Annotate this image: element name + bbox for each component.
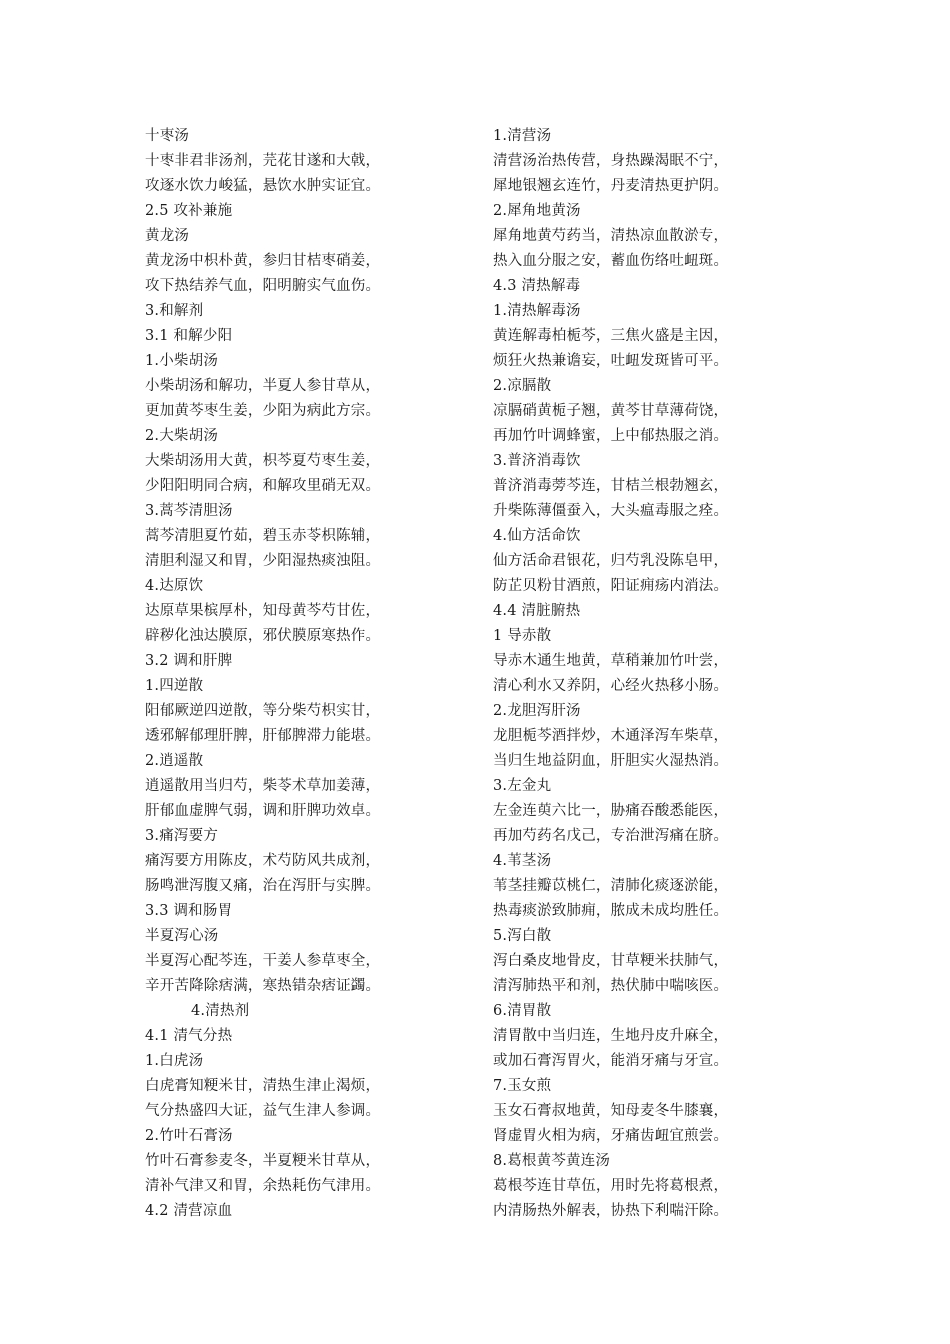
text-line: 清泻肺热平和剂，热伏肺中喘咳医。 (493, 978, 729, 994)
text-line: 肝郁血虚脾气弱，调和肝脾功效卓。 (145, 803, 381, 819)
text-line: 热入血分服之安，蓄血伤络吐衄斑。 (493, 253, 729, 269)
left-column (145, 124, 415, 1224)
text-line: 3.和解剂 (145, 303, 204, 319)
text-line: 4.苇茎汤 (493, 853, 552, 869)
text-line: 1.四逆散 (145, 678, 204, 694)
text-line: 清营汤治热传营，身热躁渴眠不宁， (493, 153, 729, 169)
text-line: 少阳阳明同合病，和解攻里硝无双。 (145, 478, 381, 494)
text-line: 2.龙胆泻肝汤 (493, 703, 581, 719)
text-line: 3.普济消毒饮 (493, 453, 581, 469)
text-line: 玉女石膏叔地黄，知母麦冬牛膝襄， (493, 1103, 729, 1119)
text-line: 烦狂火热兼谵妄，吐衄发斑皆可平。 (493, 353, 729, 369)
text-line: 凉膈硝黄栀子翘，黄芩甘草薄荷饶， (493, 403, 729, 419)
text-line: 1.白虎汤 (145, 1053, 204, 1069)
text-line: 肾虚胃火相为病，牙痛齿衄宜煎尝。 (493, 1128, 729, 1144)
text-line: 清补气津又和胃，余热耗伤气津用。 (145, 1178, 381, 1194)
text-line: 3.2 调和肝脾 (145, 653, 233, 669)
text-line: 3.3 调和肠胃 (145, 903, 233, 919)
text-line: 十枣非君非汤剂，芫花甘遂和大戟， (145, 153, 381, 169)
text-line: 内清肠热外解表，协热下利喘汗除。 (493, 1203, 729, 1219)
text-line: 2.5 攻补兼施 (145, 203, 233, 219)
text-line: 逍遥散用当归芍，柴苓术草加姜薄， (145, 778, 381, 794)
text-line: 攻下热结养气血，阳明腑实气血伤。 (145, 278, 381, 294)
text-line: 3.痛泻要方 (145, 828, 219, 844)
text-line: 黄连解毒柏栀芩，三焦火盛是主因， (493, 328, 729, 344)
text-line: 4.仙方活命饮 (493, 528, 581, 544)
text-line: 4.1 清气分热 (145, 1028, 233, 1044)
text-line: 3.蒿芩清胆汤 (145, 503, 233, 519)
text-line: 十枣汤 (145, 128, 190, 144)
text-line: 泻白桑皮地骨皮，甘草粳米扶肺气， (493, 953, 729, 969)
text-line: 升柴陈薄僵蚕入，大头瘟毒服之痊。 (493, 503, 729, 519)
text-line: 气分热盛四大证，益气生津人参调。 (145, 1103, 381, 1119)
text-line: 2.凉膈散 (493, 378, 552, 394)
text-line: 更加黄芩枣生姜，少阳为病此方宗。 (145, 403, 381, 419)
text-line: 1.清营汤 (493, 128, 552, 144)
text-line: 导赤木通生地黄，草稍兼加竹叶尝， (493, 653, 729, 669)
text-line: 小柴胡汤和解功，半夏人参甘草从， (145, 378, 381, 394)
text-line: 4.达原饮 (145, 578, 204, 594)
text-line: 左金连萸六比一，胁痛吞酸悉能医， (493, 803, 729, 819)
text-line: 2.犀角地黄汤 (493, 203, 581, 219)
text-line: 龙胆栀芩酒拌炒，木通泽泻车柴草， (493, 728, 729, 744)
text-line: 3.左金丸 (493, 778, 552, 794)
text-line: 清心利水又养阴，心经火热移小肠。 (493, 678, 729, 694)
text-line: 葛根芩连甘草伍，用时先将葛根煮， (493, 1178, 729, 1194)
text-line: 透邪解郁理肝脾，肝郁脾滞力能堪。 (145, 728, 381, 744)
text-line: 黄龙汤 (145, 228, 190, 244)
text-line: 5.泻白散 (493, 928, 552, 944)
text-line: 8.葛根黄芩黄连汤 (493, 1153, 611, 1169)
text-line: 半夏泻心汤 (145, 928, 219, 944)
text-line: 普济消毒蒡芩连，甘桔兰根勃翘玄， (493, 478, 729, 494)
text-line: 7.玉女煎 (493, 1078, 552, 1094)
text-line: 犀角地黄芍药当，清热凉血散淤专， (493, 228, 729, 244)
text-line: 1 导赤散 (493, 628, 552, 644)
text-line: 黄龙汤中枳朴黄，参归甘桔枣硝姜， (145, 253, 381, 269)
text-line: 4.3 清热解毒 (493, 278, 581, 294)
text-line: 2.大柴胡汤 (145, 428, 219, 444)
text-line: 1.清热解毒汤 (493, 303, 581, 319)
text-line: 1.小柴胡汤 (145, 353, 219, 369)
text-line: 再加芍药名戊己，专治泄泻痛在脐。 (493, 828, 729, 844)
text-line: 白虎膏知粳米甘，清热生津止渴烦， (145, 1078, 381, 1094)
text-line: 4.清热剂 (191, 1003, 250, 1019)
text-line: 当归生地益阴血，肝胆实火湿热消。 (493, 753, 729, 769)
text-line: 防芷贝粉甘酒煎，阳证痈疡内消法。 (493, 578, 729, 594)
text-line: 6.清胃散 (493, 1003, 552, 1019)
text-line: 辟秽化浊达膜原，邪伏膜原寒热作。 (145, 628, 381, 644)
text-line: 辛开苦降除痞满，寒热错杂痞证蠲。 (145, 978, 381, 994)
text-line: 2.竹叶石膏汤 (145, 1128, 233, 1144)
text-line: 蒿芩清胆夏竹茹，碧玉赤苓枳陈辅， (145, 528, 381, 544)
right-column (493, 124, 763, 1224)
text-line: 达原草果槟厚朴，知母黄芩芍甘佐， (145, 603, 381, 619)
text-line: 4.4 清脏腑热 (493, 603, 581, 619)
text-line: 半夏泻心配芩连，干姜人参草枣全， (145, 953, 381, 969)
text-line: 竹叶石膏参麦冬，半夏粳米甘草从， (145, 1153, 381, 1169)
text-line: 苇茎挂瓣苡桃仁，清肺化痰逐淤能， (493, 878, 729, 894)
text-line: 2.逍遥散 (145, 753, 204, 769)
text-line: 犀地银翘玄连竹，丹麦清热更护阴。 (493, 178, 729, 194)
text-line: 肠鸣泄泻腹又痛，治在泻肝与实脾。 (145, 878, 381, 894)
text-line: 4.2 清营凉血 (145, 1203, 233, 1219)
text-line: 再加竹叶调蜂蜜，上中郁热服之消。 (493, 428, 729, 444)
text-line: 阳郁厥逆四逆散，等分柴芍枳实甘， (145, 703, 381, 719)
text-line: 清胃散中当归连，生地丹皮升麻全， (493, 1028, 729, 1044)
text-line: 痛泻要方用陈皮，术芍防风共成剂， (145, 853, 381, 869)
text-line: 或加石膏泻胃火，能消牙痛与牙宣。 (493, 1053, 729, 1069)
text-line: 3.1 和解少阳 (145, 328, 233, 344)
text-line: 清胆利湿又和胃，少阳湿热痰浊阻。 (145, 553, 381, 569)
text-line: 大柴胡汤用大黄，枳芩夏芍枣生姜， (145, 453, 381, 469)
text-line: 仙方活命君银花，归芍乳没陈皂甲， (493, 553, 729, 569)
text-line: 攻逐水饮力峻猛，悬饮水肿实证宜。 (145, 178, 381, 194)
text-line: 热毒痰淤致肺痈，脓成未成均胜任。 (493, 903, 729, 919)
